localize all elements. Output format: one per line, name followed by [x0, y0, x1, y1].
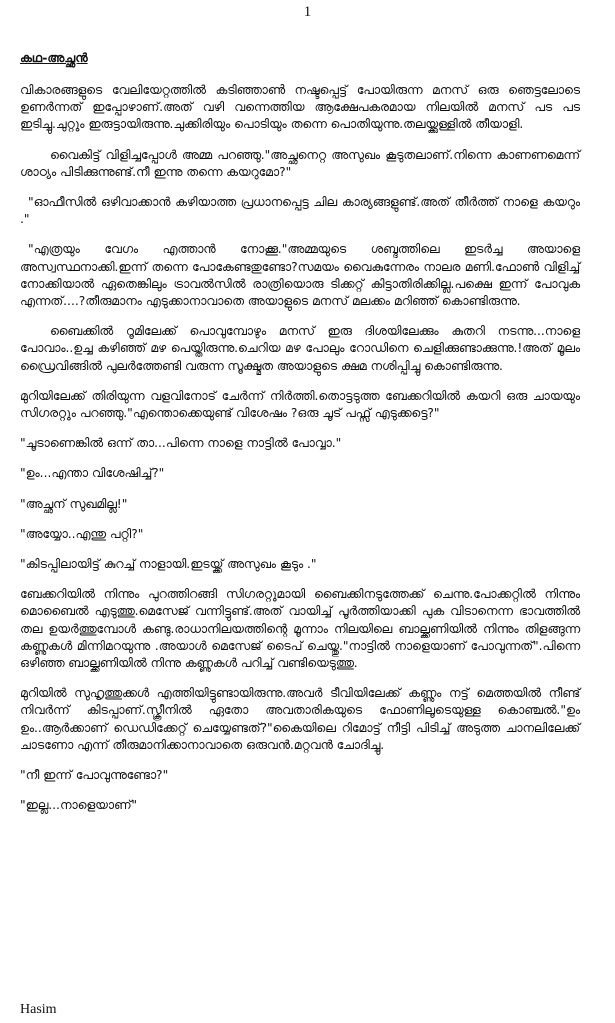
page-number: 1	[303, 4, 312, 20]
paragraph: "എത്രയും വേഗം എത്താൻ നോക്കൂ."അമ്മയുടെ ശബ്ദത്തിലെ ഇടർച്ച അയാളെ അസ്വസ്ഥനാക്കി.ഇന്ന് തന്നെ പോകേണ്ടതുണ്ടോ?സമയം വൈകുന്നേരം നാലര മണി.ഫോൺ വിളിച്ച് നോക്കിയാൽ ഏതെങ്കിലും ട്രാവൽസിൽ രാത്രിയൊരു ടിക്കറ്റ് കിട്ടാതിരിക്കില്ല.പക്ഷെ ഇന്ന് പോവുക എന്നത്....?തീരുമാനം എടുക്കാനാവാതെ അയാളുടെ മനസ് മലക്കം മറിഞ്ഞ് കൊണ്ടിരുന്നു.	[20, 242, 580, 309]
dialogue-line: "ഉം...എന്താ വിശേഷിച്ച്?"	[20, 466, 165, 481]
story-title: കഥ-അച്ഛൻ	[20, 50, 88, 65]
dialogue-line: "കിടപ്പിലായിട്ട് കുറച്ച് നാളായി.ഇടയ്ക്ക് അസുഖം കൂടും ."	[20, 557, 317, 572]
dialogue-line: "നീ ഇന്ന് പോവുന്നുണ്ടോ?"	[20, 768, 169, 783]
paragraph: ബൈക്കിൽ റൂമിലേക്ക് പൊവുമ്പോഴും മനസ് ഇരു ദിശയിലേക്കും കുതറി നടന്നു...നാളെ പോവാം..ഉച്ച കഴിഞ്ഞ് മഴ പെയ്തിരുന്നു.ചെറിയ മഴ പോലും റോഡിനെ ചെളിക്കുണ്ടാക്കുന്നു.!അത് മൂലം ഡ്രൈവിങ്ങിൽ പുലർത്തേണ്ടി വരുന്ന സൂക്ഷ്മത അയാളുടെ ക്ഷമ നശിപ്പിച്ചു കൊണ്ടിരുന്നു.	[20, 324, 580, 373]
paragraph: മുറിയിലേക്ക് തിരിയുന്ന വളവിനോട് ചേർന്ന് നിർത്തി.തൊട്ടടുത്ത ബേക്കറിയിൽ കയറി ഒരു ചായയും സിഗരറ്റും പറഞ്ഞു."എന്തൊക്കെയുണ്ട് വിശേഷം ?ഒരു ചൂട് പഫ്സ് എടുക്കട്ടെ?"	[20, 388, 580, 421]
paragraph: മുറിയിൽ സുഹൃത്തുക്കൾ എത്തിയിട്ടുണ്ടായിരുന്നു.അവർ ടീവിയിലേക്ക് കണ്ണും നട്ട് മെത്തയിൽ നീണ്ട് നിവർന്ന് കിടപ്പാണ്.സ്ക്രീനിൽ ഏതോ അവതാരികയുടെ ഫോണിലൂടെയുള്ള കൊഞ്ചൽ."ഉം ഉം..ആർക്കാണ് ഡെഡിക്കേറ്റ് ചെയ്യേണ്ടത്?"കൈയിലെ റിമോട്ട് നീട്ടി പിടിച്ച് അടുത്ത ചാനലിലേക്ക് ചാടണോ എന്ന് തീരുമാനിക്കാനാവാതെ ഒരുവൻ.മറ്റവൻ ചോദിച്ചു.	[20, 686, 580, 752]
paragraph: വികാരങ്ങളുടെ വേലിയേറ്റത്തിൽ കടിഞ്ഞാൺ നഷ്ടപ്പെട്ട് പോയിരുന്ന മനസ് ഒരു ഞെട്ടലോടെ ഉണർന്നത് ഇപ്പോഴാണ്.അത് വഴി വന്നെത്തിയ ആക്ഷേപകരമായ നിലയിൽ മനസ് പട പട ഇടിച്ചു.ചുറ്റും ഇരുട്ടായിരുന്നു.ചുക്കിരിയും പൊടിയും തന്നെ പൊതിയുന്നു.തലയ്ക്കുള്ളിൽ തീയാളി.	[20, 83, 580, 132]
paragraph: ബേക്കറിയിൽ നിന്നും പുറത്തിറങ്ങി സിഗരറ്റുമായി ബൈക്കിനടുത്തേക്ക് ചെന്നു.പോക്കറ്റിൽ നിന്നും മൊബൈൽ എടുത്തു.മെസേജ് വന്നിട്ടുണ്ട്.അത് വായിച്ച് പൂർത്തിയാക്കി പുക വിടാനെന്ന ഭാവത്തിൽ തല ഉയർത്തുമ്പോൾ കണ്ടു.രാധാനിലയത്തിന്റെ മൂന്നാം നിലയിലെ ബാല്ക്കണിയിൽ നിന്നും തിളങ്ങുന്ന കണ്ണുകൾ മിന്നിമറയുന്നു .അയാൾ മെസേജ് ടൈപ് ചെയ്തു."നാട്ടിൽ നാളെയാണ് പോവുന്നത്".പിന്നെ ഒഴിഞ്ഞ ബാല്ക്കണിയിൽ നിന്നു കണ്ണുകൾ പറിച്ച് വണ്ടിയെടുത്തു.	[20, 587, 580, 671]
dialogue-line: "അയ്യോ..എന്തു പറ്റി?"	[20, 526, 144, 541]
paragraph: "ഓഫീസിൽ ഒഴിവാക്കാൻ കഴിയാത്ത പ്രധാനപ്പെട്ട ചില കാര്യങ്ങളുണ്ട്.അത് തീർത്ത് നാളെ കയറും ."	[20, 195, 580, 227]
paragraph: വൈകിട്ട് വിളിച്ചപ്പോൾ അമ്മ പറഞ്ഞു."അച്ഛനെറ്റ അസുഖം കൂടുതലാണ്.നിന്നെ കാണണമെന്ന് ശാഠ്യം പിടിക്കുന്നുണ്ട്.നീ ഇന്നു തന്നെ കയറുമോ?"	[20, 147, 580, 179]
dialogue-line: "ചൂടാണെങ്കിൽ ഒന്ന് താ...പിന്നെ നാളെ നാട്ടിൽ പോവ്വാ."	[20, 436, 342, 451]
dialogue-line: "ഇല്ല...നാളെയാണ്"	[20, 798, 138, 813]
author-name: Hasim	[20, 1002, 57, 1017]
dialogue-line: "അച്ഛന് സുഖമില്ല!"	[20, 496, 128, 511]
story-body	[20, 82, 580, 828]
